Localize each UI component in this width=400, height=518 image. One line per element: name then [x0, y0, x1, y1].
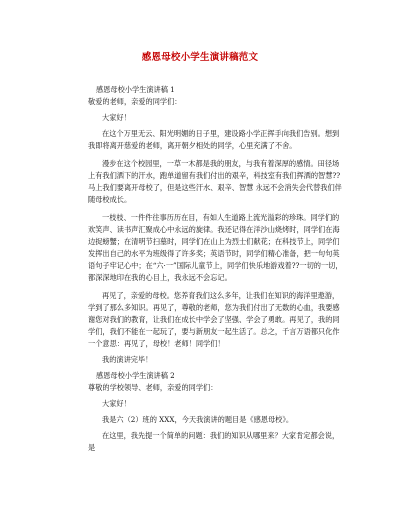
speech-2-greeting: 大家好！: [102, 399, 131, 408]
speech-1-paragraph-3: 一枝枝、一件件往事历历在目，有如人生道路上流光溢彩的珍珠。同学们的欢笑声、读书声汇聚成心中永远的旋律。我还记得在洋沙山烧烤时，同学们在海边捉螃蟹；在清明节扫墓时，同学们在山上为烈士们献花；在科技节上，同学们发挥出自己的水平为班级得了许多奖；英语节时，同学们精心准备，把一句句英语句子牢记心中；在“六·一”国际儿童节上，同学们快乐地游戏着??一切的一切，都深深地印在我的心目上，我永远不会忘记。: [88, 213, 343, 282]
speech-2-salutation: 尊敬的学校领导、老师，亲爱的同学们：: [88, 383, 218, 392]
speech-1-paragraph-1: 在这个万里无云、阳光明媚的日子里，建设路小学正挥手向我们告别。想到我即将离开慈爱的老师，离开朝夕相处的同学，心里充满了不舍。: [88, 129, 340, 150]
speech-2-heading: 感恩母校小学生演讲稿 2: [96, 371, 175, 380]
document-title: 感恩母校小学生演讲稿范文: [141, 52, 259, 63]
document-body: [88, 84, 344, 454]
speech-1-heading: 感恩母校小学生演讲稿 1: [96, 85, 175, 94]
speech-1-closing: 我的演讲完毕！: [102, 355, 153, 364]
speech-1-paragraph-4: 再见了，亲爱的母校。您养育我们这么多年，让我们在知识的海洋里遨游，学到了那么多知识。再见了，尊敬的老师，您为我们付出了无数的心血，我要感谢您对我们的教育，让我们在成长中学会了坚强、学会了勇敢。再见了，我的同学们，我们不能在一起玩了，要与新朋友一起生活了。总之，千言万语都只化作一个意思：再见了，母校！老师！同学们！: [88, 291, 340, 348]
speech-1-salutation: 敬爱的老师，亲爱的同学们：: [88, 97, 182, 106]
speech-2-paragraph-2: 在这里，我先提一个简单的问题：我们的知识从哪里来？大家肯定都会说，是: [88, 431, 340, 452]
speech-1-greeting: 大家好！: [102, 113, 131, 122]
speech-2-paragraph-1: 我是六（2）班的 XXX，今天我演讲的题目是《感恩母校》。: [102, 415, 294, 424]
speech-1-paragraph-2: 漫步在这个校园里，一草一木都是我的朋友，与我有着深厚的感情。田径场上有我们洒下的汗水，跑单道留有我们付出的艰辛，科技室有我们挥洒的智慧??马上我们要离开母校了，但是这些汗水、艰辛、智慧 永远不会消失会代替我们伴随母校成长。: [88, 159, 342, 204]
